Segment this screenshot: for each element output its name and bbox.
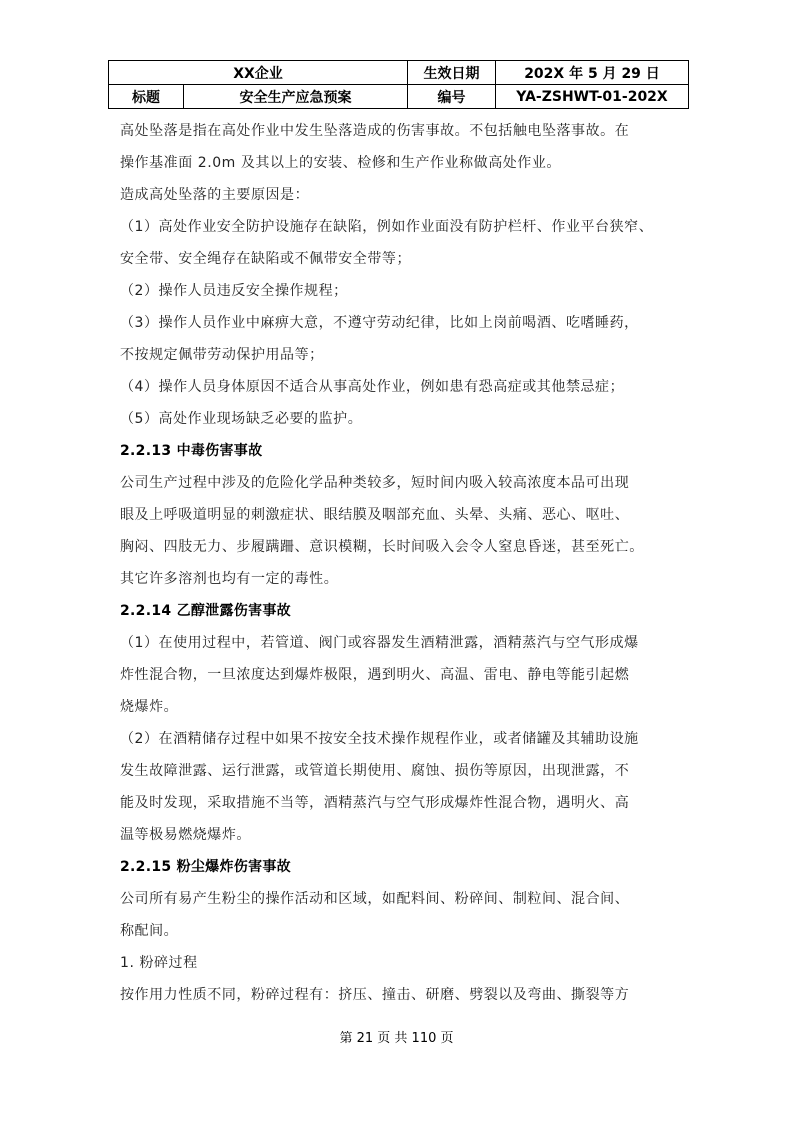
body-line: 公司所有易产生粉尘的操作活动和区域，如配料间、粉碎间、制粒间、混合间、 [120,891,630,907]
body-line: 操作基准面 2.0m 及其以上的安装、检修和生产作业称做高处作业。 [120,155,561,171]
header-row-1 [109,61,689,85]
body-line: 其它许多溶剂也均有一定的毒性。 [120,571,339,587]
body-line: （2）在酒精储存过程中如果不按安全技术操作规程作业，或者储罐及其辅助设施 [120,731,639,747]
section-heading: 2.2.13 中毒伤害事故 [120,443,263,459]
body-line: （3）操作人员作业中麻痹大意，不遵守劳动纪律，比如上岗前喝酒、吃嗜睡药， [120,315,639,331]
body-line: 眼及上呼吸道明显的刺激症状、眼结膜及咽部充血、头晕、头痛、恶心、呕吐、 [120,507,630,523]
page-number-footer: 第 21 页 共 110 页 [339,1031,454,1046]
number-label: 编号 [408,85,496,109]
body-line: 按作用力性质不同，粉碎过程有：挤压、撞击、研磨、劈裂以及弯曲、撕裂等方 [120,987,630,1003]
body-line: 不按规定佩带劳动保护用品等； [120,347,324,363]
body-line: 能及时发现，采取措施不当等，酒精蒸汽与空气形成爆炸性混合物，遇明火、高 [120,795,630,811]
body-line: 烧爆炸。 [120,699,179,715]
body-line: 发生故障泄露、运行泄露，或管道长期使用、腐蚀、损伤等原因，出现泄露，不 [120,763,630,779]
body-line: 温等极易燃烧爆炸。 [120,827,251,843]
body-line: 称配间。 [120,923,179,939]
body-line: 炸性混合物，一旦浓度达到爆炸极限，遇到明火、高温、雷电、静电等能引起燃 [120,667,630,683]
body-line: （1）高处作业安全防护设施存在缺陷，例如作业面没有防护栏杆、作业平台狭窄、 [120,219,654,235]
effective-date-value: 202X 年 5 月 29 日 [496,61,689,85]
body-line: 公司生产过程中涉及的危险化学品种类较多，短时间内吸入较高浓度本品可出现 [120,475,630,491]
body-line: 造成高处坠落的主要原因是： [120,187,310,203]
body-line: 安全带、安全绳存在缺陷或不佩带安全带等； [120,251,411,267]
title-label: 标题 [109,85,184,109]
body-line: （5）高处作业现场缺乏必要的监护。 [120,411,363,427]
body-line: 胸闷、四肢无力、步履蹒跚、意识模糊，长时间吸入会令人窒息昏迷，甚至死亡。 [120,539,644,555]
body-line: 高处坠落是指在高处作业中发生坠落造成的伤害事故。不包括触电坠落事故。在 [120,123,630,139]
section-heading: 2.2.14 乙醇泄露伤害事故 [120,603,291,619]
effective-date-label: 生效日期 [408,61,496,85]
body-line: （2）操作人员违反安全操作规程； [120,283,348,299]
header-row-2 [109,85,689,109]
document-number: YA-ZSHWT-01-202X [496,85,689,109]
section-heading: 2.2.15 粉尘爆炸伤害事故 [120,859,291,875]
document-body [120,115,688,1011]
document-title: 安全生产应急预案 [184,85,408,109]
body-line: （4）操作人员身体原因不适合从事高处作业，例如患有恐高症或其他禁忌症； [120,379,625,395]
body-line: （1）在使用过程中，若管道、阀门或容器发生酒精泄露，酒精蒸汽与空气形成爆 [120,635,639,651]
document-header-table [108,60,689,109]
body-line: 1. 粉碎过程 [120,955,198,971]
company-name: XX企业 [109,61,408,85]
